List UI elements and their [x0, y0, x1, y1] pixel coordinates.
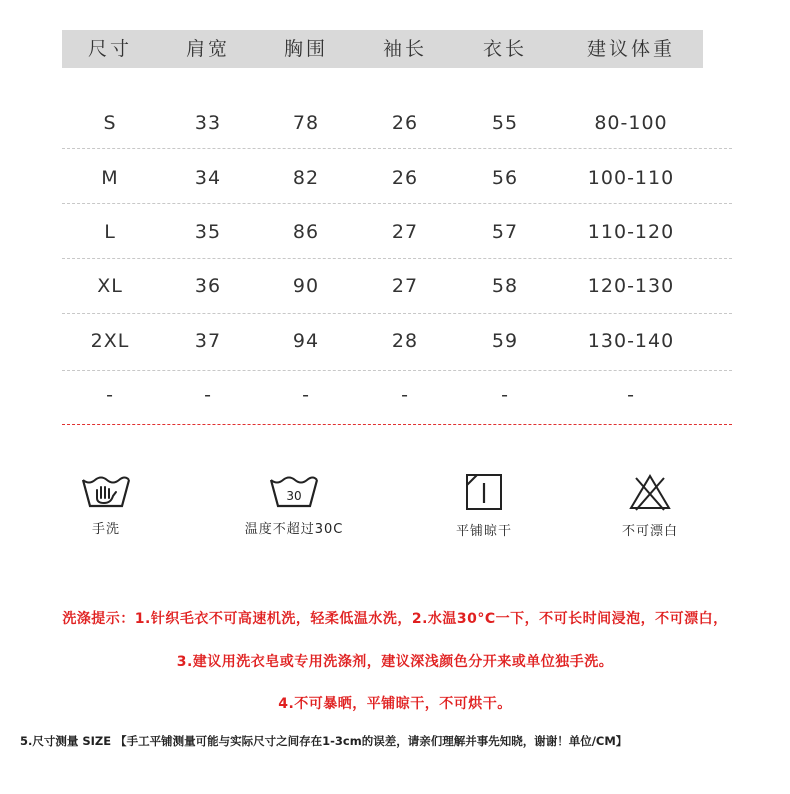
cell-sleeve: -	[401, 384, 409, 406]
care-label: 平铺晾干	[455, 524, 512, 539]
table-bottom-divider	[62, 424, 732, 425]
care-hand-wash	[31, 472, 181, 537]
cell-length: -	[501, 384, 509, 406]
notice-line-1: 洗涤提示：1.针织毛衣不可高速机洗，轻柔低温水洗，2.水温30°C一下，不可长时间浸泡，不可漂白，	[62, 611, 728, 627]
care-dry-flat	[409, 472, 559, 539]
cell-weight: 130-140	[587, 330, 675, 352]
notice-line-3: 4.不可暴晒，平铺晾干，不可烘干。	[278, 696, 512, 712]
cell-chest: 90	[292, 275, 320, 297]
cell-shoulder: 33	[194, 112, 222, 134]
table-row	[62, 151, 732, 205]
wash-30-icon	[268, 472, 320, 510]
cell-length: 58	[491, 275, 519, 297]
cell-length: 55	[491, 112, 519, 134]
header-weight: 建议体重	[586, 38, 676, 60]
header-sleeve: 袖长	[382, 38, 428, 60]
cell-chest: 78	[292, 112, 320, 134]
wash-temp-text: 30	[286, 489, 302, 503]
cell-size: XL	[97, 275, 123, 297]
table-row	[62, 259, 732, 313]
cell-sleeve: 26	[391, 167, 419, 189]
header-chest: 胸围	[283, 38, 329, 60]
table-row	[62, 96, 732, 150]
row-divider	[62, 203, 732, 204]
cell-sleeve: 26	[391, 112, 419, 134]
cell-shoulder: 34	[194, 167, 222, 189]
header-shoulder: 肩宽	[185, 38, 231, 60]
cell-weight: -	[627, 384, 635, 406]
cell-weight: 110-120	[587, 221, 675, 243]
notice-line-2: 3.建议用洗衣皂或专用洗涤剂，建议深浅颜色分开来或单位独手洗。	[176, 654, 614, 670]
cell-length: 56	[491, 167, 519, 189]
cell-weight: 120-130	[587, 275, 675, 297]
care-no-bleach	[575, 472, 725, 539]
cell-shoulder: -	[204, 384, 212, 406]
cell-size: 2XL	[90, 330, 130, 352]
cell-shoulder: 35	[194, 221, 222, 243]
cell-length: 57	[491, 221, 519, 243]
cell-chest: 94	[292, 330, 320, 352]
cell-size: S	[103, 112, 117, 134]
cell-chest: -	[302, 384, 310, 406]
header-size: 尺寸	[87, 38, 133, 60]
measurement-note: 5.尺寸测量 SIZE 【手工平铺测量可能与实际尺寸之间存在1-3cm的误差，请亲们理解并事先知晓，谢谢！单位/CM】	[20, 734, 628, 748]
cell-chest: 82	[292, 167, 320, 189]
cell-sleeve: 28	[391, 330, 419, 352]
cell-weight: 100-110	[587, 167, 675, 189]
cell-chest: 86	[292, 221, 320, 243]
no-bleach-icon	[628, 472, 672, 512]
cell-sleeve: 27	[391, 221, 419, 243]
cell-shoulder: 36	[194, 275, 222, 297]
cell-weight: 80-100	[594, 112, 668, 134]
header-length: 衣长	[482, 38, 528, 60]
cell-length: 59	[491, 330, 519, 352]
care-label: 温度不超过30C	[244, 522, 344, 537]
size-table-header	[62, 30, 703, 68]
cell-size: M	[101, 167, 119, 189]
cell-sleeve: 27	[391, 275, 419, 297]
cell-size: L	[104, 221, 116, 243]
hand-wash-icon	[80, 472, 132, 510]
dry-flat-icon	[464, 472, 504, 512]
care-label: 不可漂白	[621, 524, 678, 539]
table-row	[62, 314, 732, 368]
table-row	[62, 205, 732, 259]
care-label: 手洗	[91, 522, 120, 537]
table-row	[62, 368, 732, 422]
cell-shoulder: 37	[194, 330, 222, 352]
care-wash-30	[219, 472, 369, 537]
row-divider	[62, 148, 732, 149]
cell-size: -	[106, 384, 114, 406]
